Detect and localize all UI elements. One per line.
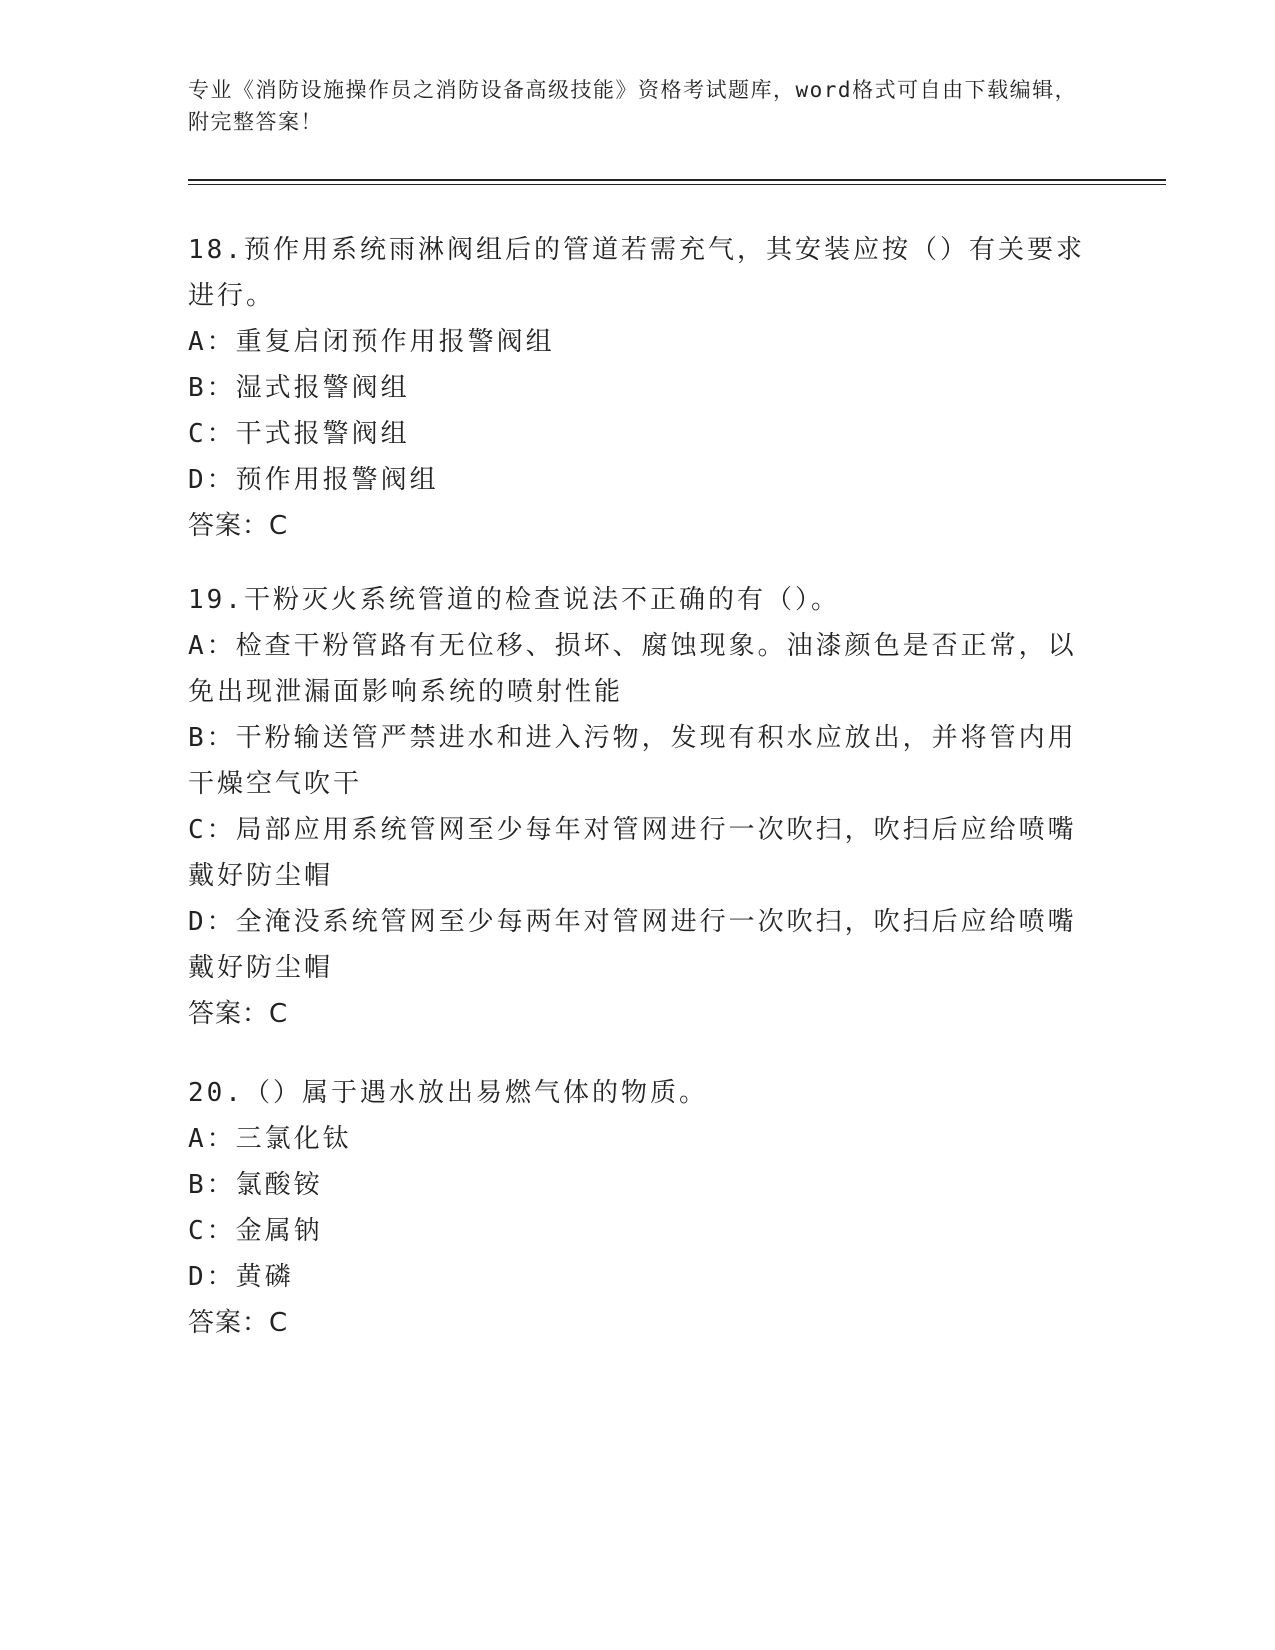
option-a: A：检查干粉管路有无位移、损坏、腐蚀现象。油漆颜色是否正常，以免出现泄漏面影响系统的喷射性能: [188, 631, 1077, 707]
answer-line: 答案：C: [188, 1308, 289, 1338]
document-header: [188, 74, 1088, 138]
answer-line: 答案：C: [188, 511, 289, 541]
header-divider-thin: [188, 184, 1166, 185]
option-c: C：干式报警阀组: [188, 419, 410, 449]
answer-line: 答案：C: [188, 999, 289, 1029]
option-b: B：氯酸铵: [188, 1170, 323, 1200]
option-a: A：重复启闭预作用报警阀组: [188, 327, 555, 357]
option-b: B：湿式报警阀组: [188, 373, 410, 403]
option-c: C：金属钠: [188, 1216, 323, 1246]
option-d: D：黄磷: [188, 1262, 294, 1292]
option-b: B：干粉输送管严禁进水和进入污物，发现有积水应放出，并将管内用干燥空气吹干: [188, 723, 1077, 799]
question-20: [188, 1070, 1088, 1346]
option-d: D：预作用报警阀组: [188, 465, 439, 495]
option-a: A：三氯化钛: [188, 1124, 352, 1154]
question-stem: 20.（）属于遇水放出易燃气体的物质。: [188, 1078, 708, 1108]
option-d: D：全淹没系统管网至少每两年对管网进行一次吹扫，吹扫后应给喷嘴戴好防尘帽: [188, 907, 1077, 983]
header-divider-thick: [188, 179, 1166, 181]
question-stem: 19.干粉灭火系统管道的检查说法不正确的有（）。: [188, 585, 840, 615]
question-18: [188, 227, 1088, 549]
header-text: 专业《消防设施操作员之消防设备高级技能》资格考试题库，word格式可自由下载编辑，附完整答案！: [188, 78, 1078, 134]
option-c: C：局部应用系统管网至少每年对管网进行一次吹扫，吹扫后应给喷嘴戴好防尘帽: [188, 815, 1077, 891]
question-19: [188, 577, 1088, 1037]
question-stem: 18.预作用系统雨淋阀组后的管道若需充气，其安装应按（）有关要求进行。: [188, 235, 1085, 311]
